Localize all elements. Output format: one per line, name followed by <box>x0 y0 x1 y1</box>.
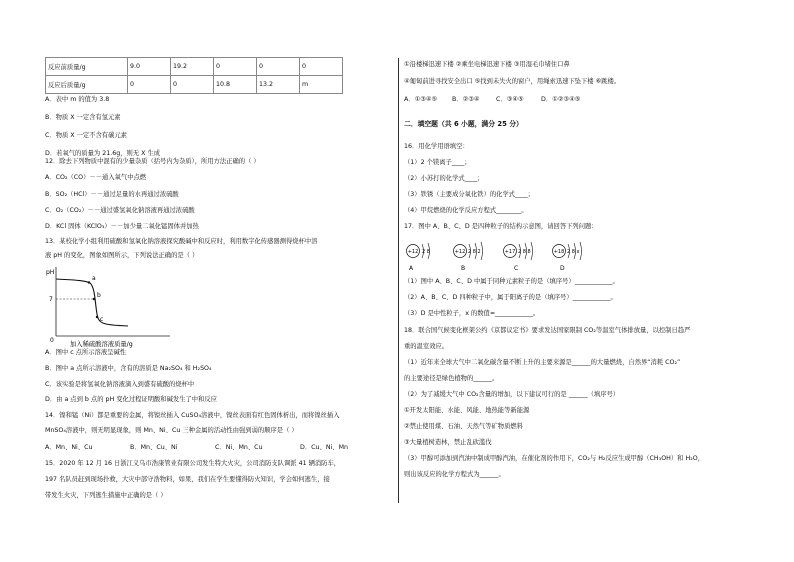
question-stem: 13．某校化学小组利用硫酸和氢氧化钠溶液探究酸碱中和反应时，利用数字化传感器测得烧杯中溶 <box>45 238 318 245</box>
fill-blank-item: （3）甲醇可添加到汽油中制成甲醇汽油，在催化剂的作用下，CO₂与 H₂反应生成甲醇（CH₃OH）和 H₂O， <box>404 455 704 462</box>
question-stem: 带发生火灾，下列逃生措施中正确的是（ ） <box>45 492 167 499</box>
nucleus-label: +17 <box>504 249 516 255</box>
option-text: B．物质 X 一定含有氢元素 <box>45 114 121 121</box>
shell-label: 2 8 8 <box>518 249 531 255</box>
option-text: D．KCl 固体（KClO₃）－－加少量二氧化锰固体并加热 <box>45 223 199 230</box>
atom-letter: B <box>461 265 466 272</box>
point-b-label: b <box>97 292 101 299</box>
point-a-label: a <box>92 275 96 282</box>
table-cell: m <box>300 76 343 94</box>
option-text: B．Mn、Cu、Ni <box>130 444 178 451</box>
fill-blank-item: （4）甲烷燃烧的化学反应方程式________。 <box>404 207 528 214</box>
atom-structure-diagrams <box>404 237 604 273</box>
nucleus-label: +12 <box>407 249 419 255</box>
choice-text: ①开发太阳能、水能、风能、地热能等新能源 <box>404 407 530 414</box>
option-text: D．由 a 点到 b 点的 pH 变化过程证明酸和碱发生了中和反应 <box>45 396 217 403</box>
shell-label: 2 8 2 <box>468 249 481 255</box>
option-text: C．③④⑤ <box>496 96 524 103</box>
table-cell: 19.2 <box>171 58 214 76</box>
option-text: D．①②③④⑤ <box>541 96 581 103</box>
ph-curve <box>56 279 128 326</box>
table-cell: 0 <box>300 58 343 76</box>
option-text: D．Cu、Ni、Mn <box>300 444 349 451</box>
question-stem: 18．联合国气候变化框架公约《京都议定书》要求发达国家限制 CO₂等温室气体排放量，以控制日趋严 <box>404 327 691 334</box>
option-text: A．Mn、Ni、Cu <box>45 444 93 451</box>
option-text: C．Ni、Mn、Cu <box>215 444 263 451</box>
atom-letter: A <box>409 265 414 272</box>
section-title: 二．填空题（共 6 小题，满分 25 分） <box>404 120 523 128</box>
question-stem: 液 pH 的变化，图象如图所示，下列说法正确的是（ ） <box>45 252 199 259</box>
fill-blank-item: （2）为了减缓大气中 CO₂含量的增加，以下建议可行的是 ______（填序号） <box>404 391 620 398</box>
fill-blank-item: （2）小苏打的化学式____； <box>404 175 484 182</box>
option-text: C．物质 X 一定不含有碳元素 <box>45 132 127 139</box>
ph-curve-graph <box>40 262 190 348</box>
question-stem: 15．2020 年 12 月 16 日浙江义乌市浩康管业有限公司发生特大火灾，公司消防支队调派 41 辆消防车， <box>45 460 341 467</box>
table-cell: 反应前质量/g <box>46 58 128 76</box>
option-text: C．O₂（CO₂）－－通过盛氢氧化钠溶液再通过浓硫酸 <box>45 207 195 214</box>
point-c-label: c <box>100 316 104 323</box>
atom-d <box>553 242 582 272</box>
nucleus-label: +18 <box>553 249 565 255</box>
atom-letter: D <box>560 265 565 272</box>
table-row <box>46 76 343 94</box>
point-a-marker <box>88 281 90 283</box>
atom-a <box>407 243 430 272</box>
table-cell: 10.8 <box>214 76 257 94</box>
fill-blank-item: （1）近年来全球大气中二氧化碳含量不断上升的主要来源是______的大量燃烧，自然界“消耗 CO₂” <box>404 359 681 366</box>
point-b-marker <box>93 298 95 300</box>
table-cell: 0 <box>171 76 214 94</box>
question-stem: MnSO₄溶液中，则无明显现象，则 Mn、Ni、Cu 三种金属的活动性由强到弱的顺序是（ ） <box>45 427 298 434</box>
choice-text: ③大量植树造林，禁止乱砍滥伐 <box>404 439 492 446</box>
table-row <box>46 58 343 76</box>
column-divider <box>398 58 399 503</box>
atom-letter: C <box>514 265 519 272</box>
question-stem: 17．图中 A、B、C、D 是四种粒子的结构示意图，请回答下列问题： <box>404 223 598 230</box>
point-c-marker <box>96 316 98 318</box>
mass-table <box>45 57 343 94</box>
fill-blank-item: 则出该反应的化学方程式为______。 <box>404 471 505 478</box>
option-text: B．②③④ <box>452 96 480 103</box>
option-text: C．该实验是将氢氧化钠溶液滴入到盛有硫酸的烧杯中 <box>45 381 195 388</box>
option-text: D．若氧气的质量为 21.6g，则无 X 生成 <box>45 150 161 157</box>
y-tick-label: 7 <box>49 296 53 303</box>
fill-blank-item: （2）A、B、C、D 四种粒子中，属于阳离子的是（填序号）____________。 <box>404 294 617 301</box>
fill-blank-item: （3）D 是中性粒子，x 的数值=____________。 <box>404 310 540 317</box>
fill-blank-item: （1）2 个镁离子____； <box>404 159 471 166</box>
table-cell: 0 <box>257 58 300 76</box>
question-text: ④匍匐前进寻找安全出口 ⑤找到未失火的窗户，用绳索迅速下坠下楼 ⑥跳楼。 <box>404 78 621 85</box>
fill-blank-item: 的主要途径是绿色植物的______。 <box>404 375 499 382</box>
table-cell: 0 <box>214 58 257 76</box>
option-text: A．CO₂（CO）－－通入氧气中点燃 <box>45 174 147 181</box>
option-text: A．表中 m 的值为 3.8 <box>45 96 110 103</box>
atom-b <box>454 242 483 272</box>
shell-label: 2 8 <box>422 249 430 255</box>
table-cell: 反应后质量/g <box>46 76 128 94</box>
option-text: A．图中 c 点所示溶液呈碱性 <box>45 349 127 356</box>
question-text: ①沿楼梯迅速下楼 ②乘坐电梯迅速下楼 ③用湿毛巾堵住口鼻 <box>404 61 570 68</box>
question-stem: 16．用化学用语填空： <box>404 143 469 150</box>
table-cell: 9.0 <box>128 58 171 76</box>
option-text: B．SO₂（HCl）－－通过足量的水再通过浓硫酸 <box>45 191 179 198</box>
origin-label: 0 <box>50 337 54 344</box>
shell-label: 2 8 x <box>567 249 580 255</box>
option-text: A．①③④⑤ <box>404 96 438 103</box>
table-cell: 0 <box>128 76 171 94</box>
table-cell: 13.2 <box>257 76 300 94</box>
fill-blank-item: （1）图中 A、B、C、D 中属于同种元素粒子的是（填序号）____________。 <box>404 278 619 285</box>
question-stem: 14．镍和锰（Ni）都是重要的金属，将镍丝插入 CuSO₄溶液中，镍丝表面有红色固体析出，而将镍丝插入 <box>45 412 340 419</box>
nucleus-label: +12 <box>454 249 466 255</box>
atom-c <box>504 242 533 272</box>
fill-blank-item: （3）铁锈（主要成分氧化铁）的化学式____； <box>404 191 534 198</box>
option-text: B．图中 a 点所示溶液中，含有的溶质是 Na₂SO₄ 和 H₂SO₄ <box>45 365 212 372</box>
y-axis-label: pH <box>46 269 55 276</box>
question-stem: 重的温室效应。 <box>404 343 449 350</box>
x-axis-label: 加入稀硫酸溶液质量/g <box>70 341 133 348</box>
question-stem: 197 名队员赶到现场扑救，大灾中部守浩物料，如果，我们在学生要懂得防火知识，学会如何逃生，接 <box>45 476 330 483</box>
choice-text: ②禁止使用煤、石油、天然气等矿物质燃料 <box>404 423 523 430</box>
question-stem: 12．除去下列物质中混有的少量杂质（括号内为杂质），所用方法正确的（ ） <box>45 158 260 165</box>
